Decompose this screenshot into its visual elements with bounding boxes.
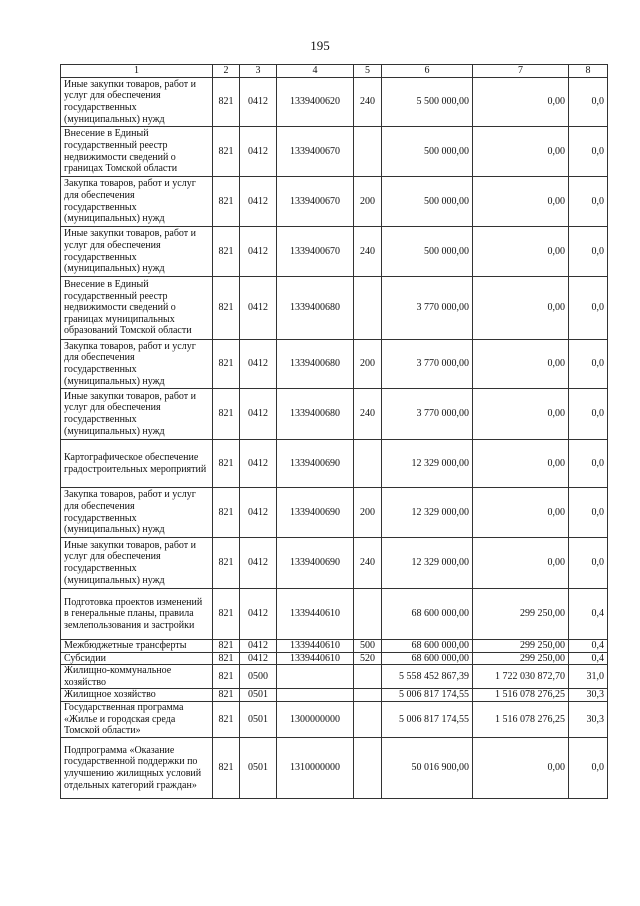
row-plan-amount-cell: 5 500 000,00 [382,78,473,127]
column-header: 1 [61,65,213,78]
row-executed-amount-cell: 0,00 [473,227,569,277]
row-section-cell: 0501 [240,737,277,798]
row-type-cell [354,127,382,177]
table-row [61,389,608,440]
row-percent-cell: 0,4 [569,640,608,653]
row-section-cell: 0412 [240,640,277,653]
row-executed-amount-cell: 299 250,00 [473,652,569,665]
row-percent-cell: 0,0 [569,488,608,538]
row-name-cell: Государственная программа «Жилье и городская среда Томской области» [61,701,213,737]
row-executed-amount-cell: 0,00 [473,488,569,538]
row-plan-amount-cell: 68 600 000,00 [382,640,473,653]
row-percent-cell: 0,0 [569,737,608,798]
row-executed-amount-cell: 299 250,00 [473,589,569,640]
row-code-cell: 821 [213,277,240,340]
row-executed-amount-cell: 0,00 [473,340,569,389]
row-plan-amount-cell: 50 016 900,00 [382,737,473,798]
row-plan-amount-cell: 500 000,00 [382,127,473,177]
row-percent-cell: 0,0 [569,389,608,440]
row-section-cell: 0412 [240,340,277,389]
table-header-row [61,65,608,78]
row-name-cell: Закупка товаров, работ и услуг для обеспечения государственных (муниципальных) нужд [61,177,213,227]
row-type-cell: 500 [354,640,382,653]
row-section-cell: 0412 [240,227,277,277]
row-type-cell [354,589,382,640]
row-section-cell: 0501 [240,701,277,737]
row-percent-cell: 0,0 [569,227,608,277]
row-name-cell: Закупка товаров, работ и услуг для обеспечения государственных (муниципальных) нужд [61,340,213,389]
table-row [61,589,608,640]
column-header: 8 [569,65,608,78]
row-target-cell: 1339400680 [277,277,354,340]
row-percent-cell: 0,4 [569,589,608,640]
table-row [61,440,608,488]
row-code-cell: 821 [213,127,240,177]
table-row [61,127,608,177]
table-row [61,277,608,340]
row-code-cell: 821 [213,340,240,389]
row-percent-cell: 31,0 [569,665,608,689]
row-executed-amount-cell: 299 250,00 [473,640,569,653]
row-percent-cell: 0,0 [569,440,608,488]
row-target-cell: 1339440610 [277,589,354,640]
row-percent-cell: 0,4 [569,652,608,665]
row-code-cell: 821 [213,640,240,653]
row-code-cell: 821 [213,389,240,440]
row-section-cell: 0412 [240,488,277,538]
row-percent-cell: 0,0 [569,78,608,127]
row-plan-amount-cell: 12 329 000,00 [382,538,473,589]
row-percent-cell: 0,0 [569,277,608,340]
row-executed-amount-cell: 0,00 [473,177,569,227]
row-section-cell: 0500 [240,665,277,689]
row-type-cell: 200 [354,177,382,227]
row-percent-cell: 0,0 [569,340,608,389]
row-type-cell: 240 [354,227,382,277]
row-percent-cell: 30,3 [569,689,608,702]
row-code-cell: 821 [213,538,240,589]
row-plan-amount-cell: 3 770 000,00 [382,277,473,340]
row-name-cell: Субсидии [61,652,213,665]
column-header: 2 [213,65,240,78]
table-row [61,737,608,798]
row-executed-amount-cell: 0,00 [473,389,569,440]
row-section-cell: 0412 [240,538,277,589]
table-row [61,652,608,665]
row-percent-cell: 0,0 [569,177,608,227]
column-header: 7 [473,65,569,78]
row-target-cell: 1300000000 [277,701,354,737]
row-code-cell: 821 [213,78,240,127]
row-code-cell: 821 [213,177,240,227]
row-type-cell: 200 [354,340,382,389]
row-plan-amount-cell: 5 558 452 867,39 [382,665,473,689]
column-header: 3 [240,65,277,78]
row-target-cell: 1339400670 [277,177,354,227]
row-code-cell: 821 [213,589,240,640]
row-executed-amount-cell: 1 722 030 872,70 [473,665,569,689]
row-name-cell: Картографическое обеспечение градостроительных мероприятий [61,440,213,488]
row-code-cell: 821 [213,652,240,665]
row-type-cell [354,737,382,798]
budget-table [60,64,608,799]
row-target-cell: 1339400680 [277,389,354,440]
row-code-cell: 821 [213,488,240,538]
row-target-cell: 1339440610 [277,640,354,653]
row-code-cell: 821 [213,689,240,702]
row-executed-amount-cell: 0,00 [473,127,569,177]
row-target-cell: 1339400680 [277,340,354,389]
row-type-cell: 520 [354,652,382,665]
table-row [61,488,608,538]
row-executed-amount-cell: 0,00 [473,440,569,488]
row-section-cell: 0412 [240,177,277,227]
table-row [61,538,608,589]
row-target-cell: 1339400670 [277,227,354,277]
row-plan-amount-cell: 500 000,00 [382,227,473,277]
row-target-cell: 1339400690 [277,440,354,488]
row-name-cell: Подготовка проектов изменений в генеральные планы, правила землепользования и застройки [61,589,213,640]
row-name-cell: Межбюджетные трансферты [61,640,213,653]
row-section-cell: 0501 [240,689,277,702]
row-code-cell: 821 [213,227,240,277]
row-name-cell: Иные закупки товаров, работ и услуг для обеспечения государственных (муниципальных) нужд [61,538,213,589]
row-percent-cell: 30,3 [569,701,608,737]
row-section-cell: 0412 [240,78,277,127]
row-executed-amount-cell: 0,00 [473,277,569,340]
row-type-cell [354,440,382,488]
row-target-cell: 1339400620 [277,78,354,127]
row-code-cell: 821 [213,440,240,488]
row-section-cell: 0412 [240,389,277,440]
row-name-cell: Подпрограмма «Оказание государственной поддержки по улучшению жилищных условий отдельных категорий граждан» [61,737,213,798]
row-plan-amount-cell: 68 600 000,00 [382,589,473,640]
row-plan-amount-cell: 3 770 000,00 [382,340,473,389]
row-executed-amount-cell: 1 516 078 276,25 [473,701,569,737]
table-row [61,701,608,737]
row-plan-amount-cell: 5 006 817 174,55 [382,689,473,702]
row-executed-amount-cell: 1 516 078 276,25 [473,689,569,702]
row-name-cell: Иные закупки товаров, работ и услуг для обеспечения государственных (муниципальных) нужд [61,227,213,277]
row-name-cell: Закупка товаров, работ и услуг для обеспечения государственных (муниципальных) нужд [61,488,213,538]
row-name-cell: Внесение в Единый государственный реестр недвижимости сведений о границах муниципальных образований Томской области [61,277,213,340]
row-plan-amount-cell: 5 006 817 174,55 [382,701,473,737]
row-type-cell: 240 [354,389,382,440]
row-plan-amount-cell: 12 329 000,00 [382,488,473,538]
table-row [61,177,608,227]
row-section-cell: 0412 [240,589,277,640]
row-target-cell: 1339400690 [277,538,354,589]
row-type-cell: 240 [354,538,382,589]
row-target-cell: 1339440610 [277,652,354,665]
page-number: 195 [310,38,330,53]
row-executed-amount-cell: 0,00 [473,538,569,589]
row-code-cell: 821 [213,665,240,689]
row-section-cell: 0412 [240,277,277,340]
row-name-cell: Иные закупки товаров, работ и услуг для обеспечения государственных (муниципальных) нужд [61,78,213,127]
row-section-cell: 0412 [240,127,277,177]
row-section-cell: 0412 [240,440,277,488]
row-target-cell: 1339400690 [277,488,354,538]
row-code-cell: 821 [213,737,240,798]
row-target-cell: 1310000000 [277,737,354,798]
table-row [61,640,608,653]
row-code-cell: 821 [213,701,240,737]
row-type-cell [354,665,382,689]
row-type-cell [354,689,382,702]
row-type-cell: 200 [354,488,382,538]
row-type-cell [354,701,382,737]
row-plan-amount-cell: 68 600 000,00 [382,652,473,665]
row-type-cell: 240 [354,78,382,127]
table-body [61,78,608,799]
table-row [61,665,608,689]
column-header: 4 [277,65,354,78]
row-name-cell: Жилищное хозяйство [61,689,213,702]
column-header: 5 [354,65,382,78]
row-name-cell: Внесение в Единый государственный реестр недвижимости сведений о границах Томской области [61,127,213,177]
row-target-cell [277,689,354,702]
row-section-cell: 0412 [240,652,277,665]
table-row [61,340,608,389]
column-header: 6 [382,65,473,78]
table-row [61,227,608,277]
row-plan-amount-cell: 12 329 000,00 [382,440,473,488]
table-row [61,78,608,127]
row-percent-cell: 0,0 [569,538,608,589]
row-executed-amount-cell: 0,00 [473,78,569,127]
row-plan-amount-cell: 3 770 000,00 [382,389,473,440]
row-executed-amount-cell: 0,00 [473,737,569,798]
table-row [61,689,608,702]
row-target-cell [277,665,354,689]
row-target-cell: 1339400670 [277,127,354,177]
row-plan-amount-cell: 500 000,00 [382,177,473,227]
row-type-cell [354,277,382,340]
row-name-cell: Иные закупки товаров, работ и услуг для обеспечения государственных (муниципальных) нужд [61,389,213,440]
row-percent-cell: 0,0 [569,127,608,177]
row-name-cell: Жилищно-коммунальное хозяйство [61,665,213,689]
